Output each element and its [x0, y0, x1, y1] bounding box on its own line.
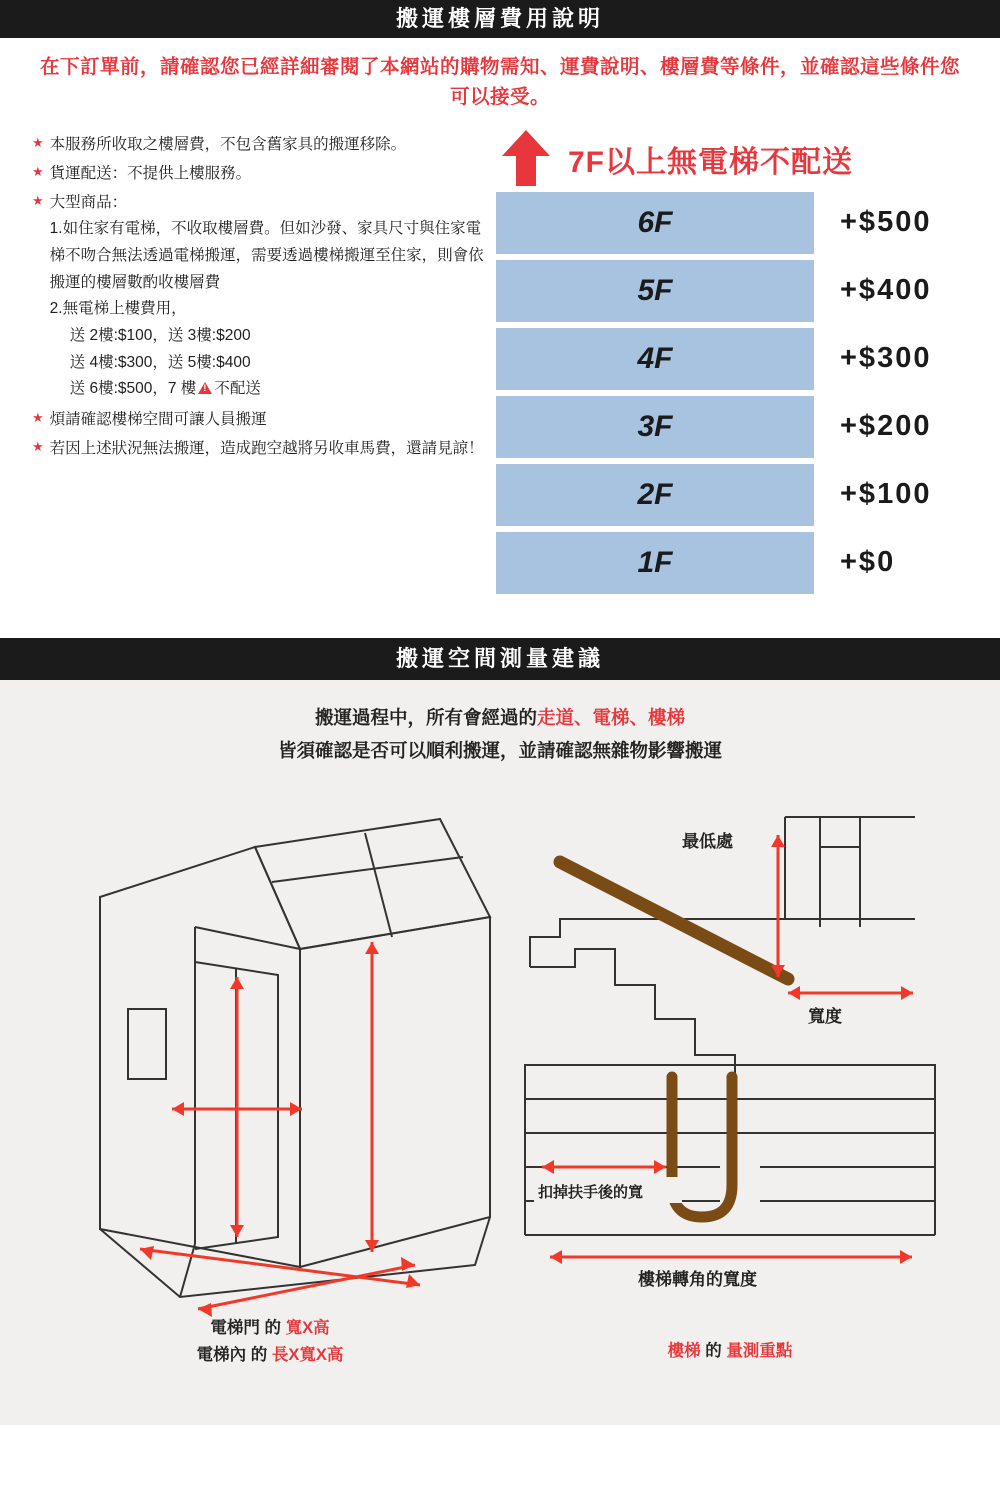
intro-text: 在下訂單前，請確認您已經詳細審閱了本網站的購物需知、運費說明、樓層費等條件，並確認這些條件您可以接受。 — [39, 56, 960, 109]
fee-line-7f-a: 送 6樓:$500，7 樓 — [69, 380, 197, 398]
elevator-diagram — [20, 797, 520, 1357]
no-delivery-notice — [496, 128, 976, 190]
stairs-caption-a: 樓梯 — [667, 1342, 701, 1361]
label-stair-width: 寬度 — [808, 1007, 842, 1027]
floor-price: +$500 — [840, 206, 932, 239]
section2-title: 搬運空間測量建議 — [0, 638, 1000, 680]
floor-fee-section — [0, 118, 1000, 638]
label-handrail-clear-width: 扣掉扶手後的寬 — [538, 1184, 644, 1202]
floor-price: +$300 — [840, 342, 932, 375]
floor-row — [496, 258, 976, 323]
label-lowest-point: 最低處 — [682, 832, 733, 852]
stairs-caption — [520, 1337, 940, 1361]
stairs-caption-c: 量測重點 — [726, 1342, 793, 1361]
big-item-heading: 大型商品： — [49, 193, 128, 211]
note-text: 煩請確認樓梯空間可讓人員搬運 — [49, 411, 267, 428]
notes-list — [32, 132, 484, 464]
big-item-block — [50, 190, 484, 403]
lead-line-1 — [0, 702, 1000, 734]
star-icon: ★ — [32, 135, 44, 151]
up-arrow-icon — [500, 130, 552, 188]
elevator-caption — [60, 1315, 480, 1368]
lead-line-1b: 走道、電梯、樓梯 — [537, 707, 686, 729]
measurement-section — [0, 680, 1000, 1425]
stair-ceiling-line — [560, 862, 788, 979]
note-text: 本服務所收取之樓層費，不包含舊家具的搬運移除。 — [49, 136, 407, 154]
fee-line: 送 2樓:$100，送 3樓:$200 — [69, 327, 251, 345]
warning-triangle-icon — [198, 382, 212, 394]
big-item-line2: 2.無電梯上樓費用， — [49, 300, 187, 318]
floor-label: 1F — [496, 532, 814, 594]
floor-price-chart — [496, 128, 976, 598]
fee-line: 送 4樓:$300，送 5樓:$400 — [69, 353, 251, 371]
star-icon: ★ — [32, 410, 44, 425]
list-item — [32, 132, 484, 159]
fee-line-7f-b: 不配送 — [214, 380, 261, 398]
stair-corner-diagram — [520, 1057, 940, 1317]
star-icon: ★ — [32, 438, 44, 454]
floor-row — [496, 190, 976, 255]
section2-lead — [0, 680, 1000, 767]
lead-line-2: 皆須確認是否可以順利搬運，並請確認無雜物影響搬運 — [277, 739, 722, 761]
elevator-caption-line1b: 寬X高 — [285, 1319, 330, 1338]
label-corner-width: 樓梯轉角的寬度 — [638, 1270, 757, 1290]
floor-row — [496, 394, 976, 459]
list-item — [32, 436, 484, 463]
floor-label: 4F — [496, 328, 814, 390]
elevator-caption-line1 — [60, 1315, 480, 1341]
lead-line-1a: 搬運過程中，所有會經過的 — [314, 707, 537, 729]
note-text: 貨運配送：不提供上樓服務。 — [49, 165, 252, 183]
floor-label: 2F — [496, 464, 814, 526]
list-item — [32, 161, 484, 188]
stairs-diagram — [520, 807, 940, 1077]
floor-price: +$100 — [840, 478, 932, 511]
note-text: 若因上述狀況無法搬運，造成跑空越將另收車馬費，還請見諒！ — [49, 439, 484, 457]
star-icon: ★ — [32, 164, 44, 180]
floor-price: +$0 — [840, 546, 896, 579]
floor-row — [496, 462, 976, 527]
elevator-caption-line2b: 長X寬X高 — [271, 1345, 344, 1364]
fee-line-7f — [70, 376, 484, 403]
star-icon: ★ — [32, 192, 44, 208]
no-delivery-notice-text: 7F以上無電梯不配送 — [568, 146, 854, 180]
floor-row — [496, 326, 976, 391]
big-item-line1: 1.如住家有電梯，不收取樓層費。但如沙發、家具尺寸與住家電梯不吻合無法透過電梯搬運，需要透過樓梯搬運至住家，則會依搬運的樓層數酌收樓層費 — [49, 220, 484, 291]
floor-row — [496, 530, 976, 595]
floor-label: 6F — [496, 192, 814, 254]
stairs-caption-b: 的 — [700, 1342, 727, 1361]
floor-price: +$200 — [840, 410, 932, 443]
elevator-caption-line2 — [60, 1342, 480, 1368]
elevator-caption-line1a: 電梯門 的 — [210, 1319, 286, 1338]
floor-label: 3F — [496, 396, 814, 458]
list-item — [32, 407, 484, 434]
page-title: 搬運樓層費用說明 — [0, 0, 1000, 38]
list-item-big-item — [32, 190, 484, 403]
floor-price: +$400 — [840, 274, 932, 307]
diagram-area — [0, 767, 1000, 1407]
elevator-caption-line2a: 電梯內 的 — [196, 1345, 272, 1364]
floor-label: 5F — [496, 260, 814, 322]
